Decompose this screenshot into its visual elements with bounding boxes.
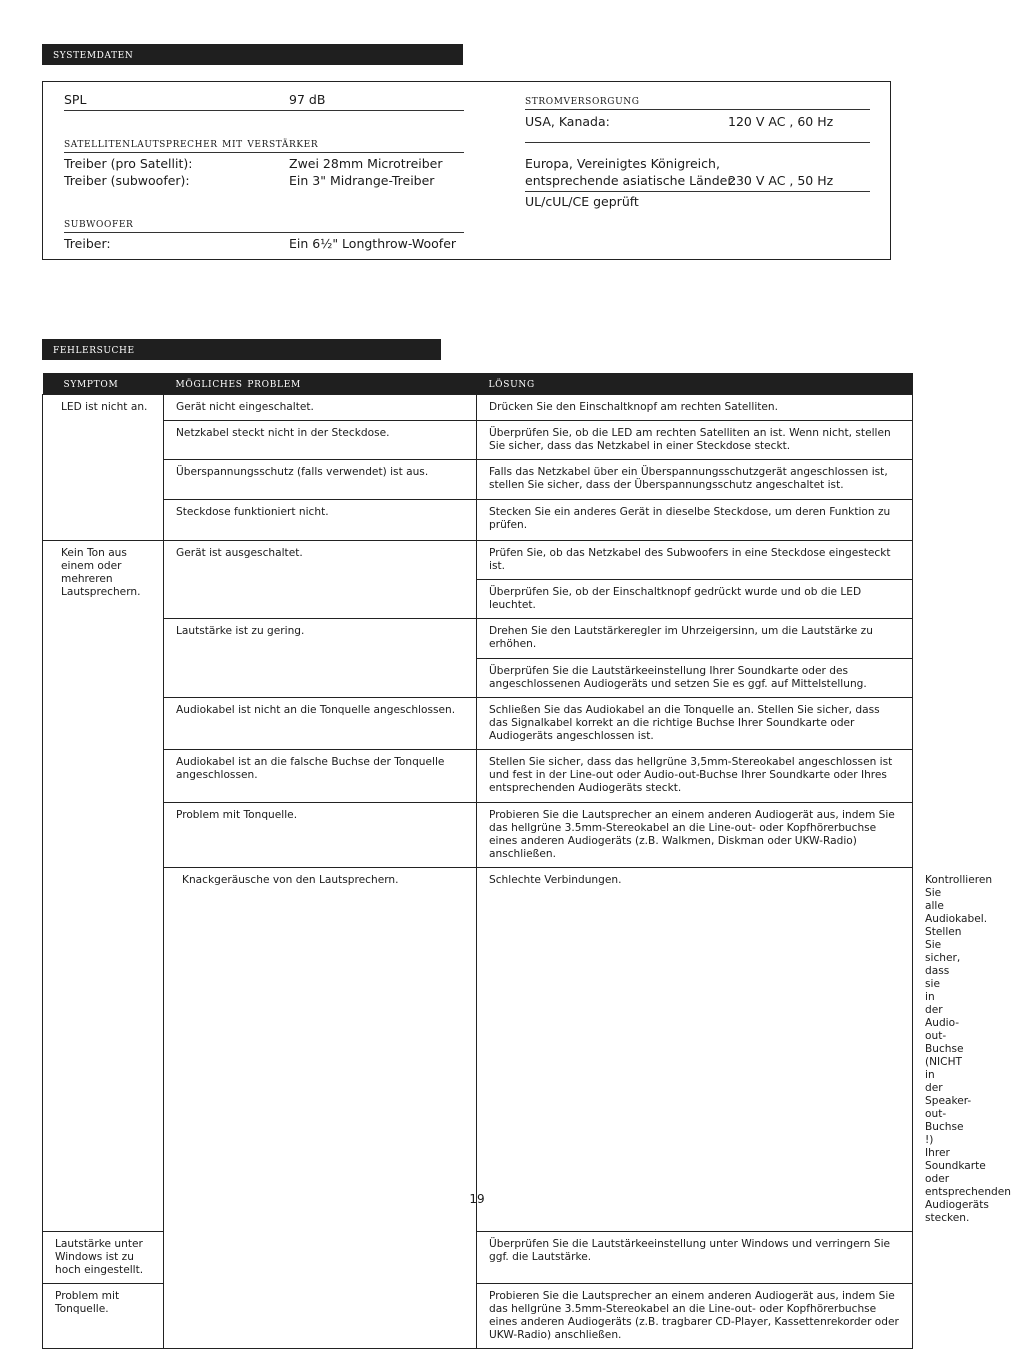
problem-cell: Überspannungsschutz (falls verwendet) ist aus. bbox=[164, 459, 477, 499]
problem-cell: Problem mit Tonquelle. bbox=[164, 802, 477, 867]
table-row bbox=[43, 802, 913, 867]
strom-eu-rule bbox=[525, 191, 870, 192]
header-symptom: symptom bbox=[43, 373, 164, 394]
fehlersuche-title-bar bbox=[42, 339, 441, 360]
problem-cell: Lautstärke ist zu gering. bbox=[164, 618, 477, 697]
satelliten-row-1-label: Treiber (pro Satellit): bbox=[64, 156, 193, 171]
solution-cell: Stecken Sie ein anderes Gerät in dieselbe Steckdose, um deren Funktion zu prüfen. bbox=[477, 499, 913, 540]
spl-label: SPL bbox=[64, 92, 87, 107]
solution-cell: Drücken Sie den Einschaltknopf am rechten Satelliten. bbox=[477, 394, 913, 420]
satelliten-row-2-value: Ein 3" Midrange-Treiber bbox=[289, 173, 435, 188]
problem-cell: Schlechte Verbindungen. bbox=[477, 867, 913, 1231]
solution-cell: Überprüfen Sie, ob die LED am rechten Satelliten an ist. Wenn nicht, stellen Sie sicher, dass das Netzkabel in einer Steckdose steckt. bbox=[477, 420, 913, 459]
header-loesung: lösung bbox=[477, 373, 913, 394]
solution-cell: Drehen Sie den Lautstärkeregler im Uhrzeigersinn, um die Lautstärke zu erhöhen. bbox=[477, 618, 913, 658]
table-row bbox=[43, 540, 913, 579]
problem-cell: Steckdose funktioniert nicht. bbox=[164, 499, 477, 540]
problem-cell: Lautstärke unter Windows ist zu hoch eingestellt. bbox=[43, 1231, 164, 1283]
solution-cell: Überprüfen Sie die Lautstärkeeinstellung unter Windows und verringern Sie ggf. die Lautstärke. bbox=[477, 1231, 913, 1283]
solution-cell: Überprüfen Sie die Lautstärkeeinstellung Ihrer Soundkarte oder des angeschlossenen Audiogeräts und setzen Sie es ggf. auf Mittelstellung. bbox=[477, 658, 913, 697]
solution-cell: Überprüfen Sie, ob der Einschaltknopf gedrückt wurde und ob die LED leuchtet. bbox=[477, 579, 913, 618]
table-row bbox=[43, 459, 913, 499]
subwoofer-row-1-value: Ein 6½" Longthrow-Woofer bbox=[289, 236, 457, 251]
solution-cell: Prüfen Sie, ob das Netzkabel des Subwoofers in eine Steckdose eingesteckt ist. bbox=[477, 540, 913, 579]
strom-eu-value: 230 V AC , 50 Hz bbox=[728, 173, 834, 188]
symptom-cell: LED ist nicht an. bbox=[43, 394, 164, 540]
strom-eu-label-1: Europa, Vereinigtes Königreich, bbox=[525, 156, 720, 171]
problem-cell: Audiokabel ist nicht an die Tonquelle angeschlossen. bbox=[164, 697, 477, 749]
strom-usa-value: 120 V AC , 60 Hz bbox=[728, 114, 834, 129]
symptom-cell: Kein Ton aus einem oder mehreren Lautsprechern. bbox=[43, 540, 164, 1231]
table-row bbox=[43, 394, 913, 420]
systemdaten-title-bar bbox=[42, 44, 463, 65]
solution-cell: Schließen Sie das Audiokabel an die Tonquelle an. Stellen Sie sicher, dass das Signalkabel korrekt an die richtige Buchse Ihrer Soundkarte oder Audiogeräts angeschlossen ist. bbox=[477, 697, 913, 749]
symptom-cell: Knackgeräusche von den Lautsprechern. bbox=[164, 867, 477, 1348]
problem-cell: Gerät ist ausgeschaltet. bbox=[164, 540, 477, 618]
problem-cell: Gerät nicht eingeschaltet. bbox=[164, 394, 477, 420]
strom-cert: UL/cUL/CE geprüft bbox=[525, 194, 639, 209]
satelliten-row-1-value: Zwei 28mm Microtreiber bbox=[289, 156, 443, 171]
table-row: Knackgeräusche von den Lautsprechern. Schlechte Verbindungen. Kontrollieren Sie alle Audiokabel. Stellen Sie sicher, dass sie in der Audio-out-Buchse (NICHT in der Speaker-out-Buchse !) Ihrer Soundkarte oder entsprechenden Audiogeräts stecken. bbox=[43, 867, 913, 1231]
strom-heading: stromversorgung bbox=[525, 91, 870, 110]
strom-usa-rule bbox=[525, 142, 870, 143]
table-row bbox=[43, 420, 913, 459]
problem-cell: Audiokabel ist an die falsche Buchse der Tonquelle angeschlossen. bbox=[164, 749, 477, 802]
spl-rule bbox=[64, 110, 464, 111]
satelliten-heading: satellitenlautsprecher mit verstärker bbox=[64, 134, 464, 153]
subwoofer-row-1-label: Treiber: bbox=[64, 236, 111, 251]
table-row bbox=[43, 697, 913, 749]
solution-cell: Probieren Sie die Lautsprecher an einem anderen Audiogerät aus, indem Sie das hellgrüne 3.5mm-Stereokabel an die Line-out- oder Kopfhörerbuchse eines anderen Audiogeräts (z.B. tragbarer CD-Player, Kassettenrekorder oder UKW-Radio) anschließen. bbox=[477, 1283, 913, 1348]
table-row bbox=[43, 749, 913, 802]
satelliten-row-2-label: Treiber (subwoofer): bbox=[64, 173, 190, 188]
problem-cell: Problem mit Tonquelle. bbox=[43, 1283, 164, 1348]
table-header-row bbox=[43, 373, 913, 394]
strom-eu-label-2: entsprechende asiatische Länder: bbox=[525, 173, 737, 188]
table-row bbox=[43, 499, 913, 540]
problem-cell: Netzkabel steckt nicht in der Steckdose. bbox=[164, 420, 477, 459]
subwoofer-heading: subwoofer bbox=[64, 214, 464, 233]
solution-cell: Stellen Sie sicher, dass das hellgrüne 3,5mm-Stereokabel angeschlossen ist und fest in der Line-out oder Audio-out-Buchse Ihrer Soundkarte oder Ihres entsprechenden Audiogeräts steckt. bbox=[477, 749, 913, 802]
fehlersuche-title: fehlersuche bbox=[53, 342, 135, 357]
solution-cell: Falls das Netzkabel über ein Überspannungsschutzgerät angeschlossen ist, stellen Sie sicher, dass der Überspannungsschutz angeschaltet ist. bbox=[477, 459, 913, 499]
page-number: 19 bbox=[469, 1192, 485, 1206]
solution-cell: Probieren Sie die Lautsprecher an einem anderen Audiogerät aus, indem Sie das hellgrüne 3.5mm-Stereokabel an die Line-out- oder Kopfhörerbuchse eines anderen Audiogeräts (z.B. Walkmen, Diskman oder UKW-Radio) anschließen. bbox=[477, 802, 913, 867]
systemdaten-title: systemdaten bbox=[53, 47, 134, 62]
header-problem: mögliches problem bbox=[164, 373, 477, 394]
spl-value: 97 dB bbox=[289, 92, 326, 107]
strom-usa-label: USA, Kanada: bbox=[525, 114, 610, 129]
table-row bbox=[43, 618, 913, 658]
systemdaten-box bbox=[42, 81, 891, 260]
